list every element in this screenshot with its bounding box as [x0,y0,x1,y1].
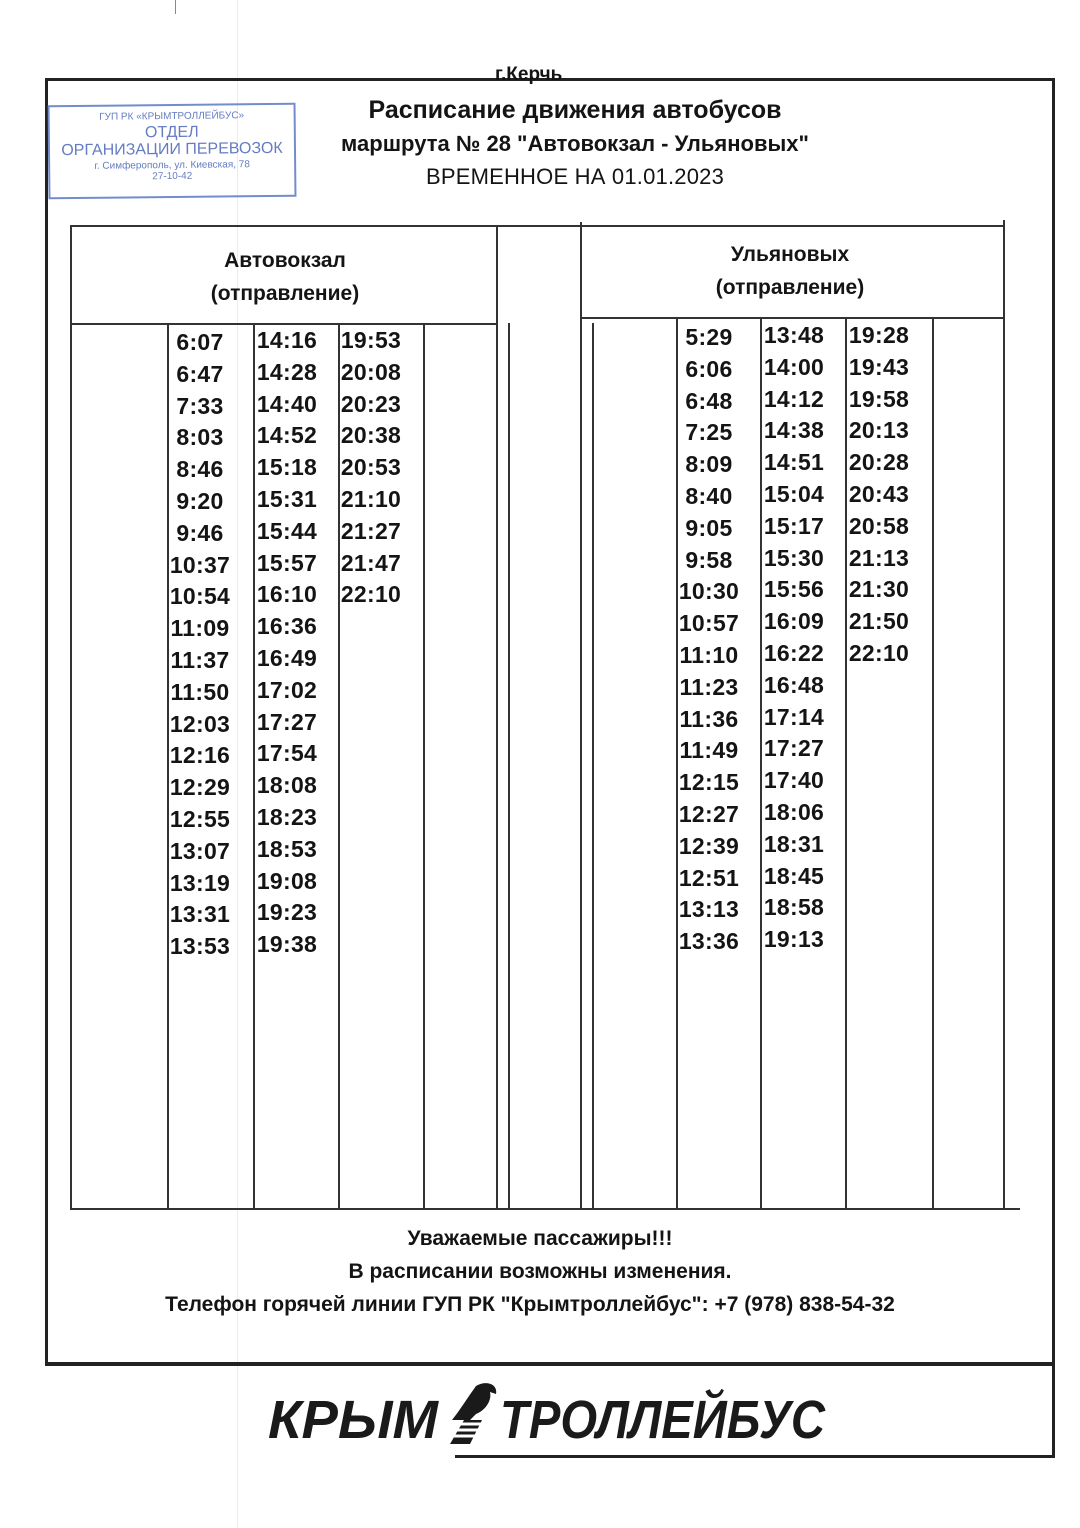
departure-time: 16:10 [256,581,318,608]
schedule-table [70,220,1020,1212]
departure-time: 19:43 [848,353,910,380]
table-top-line [70,225,1005,227]
departure-time: 17:40 [763,767,825,794]
departure-time: 11:49 [679,737,739,764]
departure-time: 19:28 [848,322,910,348]
departure-time: 10:37 [169,551,231,578]
departure-time: 21:30 [848,576,910,603]
stamp-line-3: ОРГАНИЗАЦИИ ПЕРЕВОЗОК [61,139,283,160]
departure-time: 19:38 [256,931,318,958]
departure-time: 18:58 [763,894,825,921]
right-header [645,238,935,304]
departure-time: 14:38 [763,417,825,444]
departure-time: 14:16 [256,327,318,353]
departure-time: 18:23 [256,803,318,830]
right-times-col-2 [760,320,828,956]
departure-time: 16:49 [256,644,318,671]
departure-time: 9:58 [685,546,733,573]
departure-time: 20:38 [340,422,402,449]
departure-time: 6:06 [685,355,733,382]
departure-time: 18:31 [763,830,825,857]
departure-time: 21:47 [340,549,402,576]
departure-time: 7:33 [176,392,224,419]
departure-time: 11:37 [170,646,230,673]
departure-time: 19:23 [256,899,318,926]
departure-time: 8:40 [685,482,733,509]
logo-text-krym: КРЫМ [268,1390,440,1450]
notice-changes: В расписании возможны изменения. [348,1260,732,1283]
departure-time: 15:18 [256,454,318,481]
departure-time: 11:10 [679,641,739,668]
departure-time: 8:03 [176,424,224,451]
notice-hotline: Телефон горячей линии ГУП РК "Крымтроллейбус": +7 (978) 838-54-32 [165,1293,895,1316]
departure-time: 12:51 [678,864,740,891]
departure-time: 16:09 [763,608,825,635]
departure-time: 15:17 [763,512,825,539]
passenger-notice [0,1222,1080,1321]
departure-time: 17:27 [763,735,825,762]
departure-time: 20:08 [340,358,402,385]
left-departure-label: (отправление) [210,282,360,305]
departure-time: 21:50 [848,608,910,635]
page-title: Расписание движения автобусов [368,96,782,124]
departure-time: 20:23 [340,390,402,417]
departure-time: 13:07 [169,837,231,864]
stamp-line-2: ОТДЕЛ [144,123,199,142]
eagle-emblem-icon [450,1383,496,1444]
col-line [592,323,594,1210]
departure-time: 6:47 [176,360,224,387]
table-left-line [70,225,72,1210]
left-times-col-1 [167,327,233,963]
logo-right-border [1052,1364,1055,1458]
departure-time: 19:53 [340,327,402,353]
departure-time: 11:09 [170,615,230,642]
departure-time: 9:46 [176,519,224,546]
departure-time: 11:50 [170,678,230,705]
departure-time: 15:31 [256,485,318,512]
departure-time: 15:57 [256,549,318,576]
departure-time: 6:07 [176,329,224,355]
departure-time: 5:29 [685,324,733,350]
departure-time: 14:40 [256,390,318,417]
table-bottom-line [70,1208,1020,1210]
departure-time: 14:28 [256,358,318,385]
departure-time: 14:51 [763,449,825,476]
divider-right-header [580,222,582,1210]
departure-time: 20:43 [848,480,910,507]
departure-time: 9:05 [685,514,733,541]
departure-time: 12:27 [678,800,740,827]
departure-time: 20:53 [340,454,402,481]
departure-time: 12:16 [169,742,231,769]
departure-time: 12:39 [678,832,740,859]
header-separator-right [580,317,1005,319]
departure-time: 7:25 [685,419,733,446]
departure-time: 18:53 [256,835,318,862]
right-times-col-3 [845,320,913,670]
right-stop-name: Ульяновых [730,243,850,266]
departure-time: 19:58 [848,385,910,412]
krymtrolleybus-logo [268,1380,872,1450]
table-right-line [1003,220,1005,1210]
departure-time: 21:13 [848,544,910,571]
right-departure-label: (отправление) [715,276,865,299]
departure-time: 18:06 [763,798,825,825]
route-title: маршрута № 28 "Автовокзал - Ульяновых" [341,131,809,156]
departure-time: 12:15 [678,769,740,796]
departure-time: 21:10 [340,485,402,512]
departure-time: 6:48 [685,387,733,414]
departure-time: 16:48 [763,671,825,698]
departure-time: 14:52 [256,422,318,449]
departure-time: 11:23 [679,673,739,700]
departure-time: 16:36 [256,613,318,640]
left-stop-name: Автовокзал [224,249,346,272]
departure-time: 21:27 [340,517,402,544]
departure-time: 18:45 [763,862,825,889]
divider-left-header [496,225,498,1210]
departure-time: 19:08 [256,867,318,894]
departure-time: 13:13 [678,896,740,923]
departure-time: 11:36 [679,705,739,732]
departure-time: 15:30 [763,544,825,571]
col-line [508,323,510,1210]
departure-time: 17:14 [763,703,825,730]
departure-time: 10:57 [678,610,740,637]
scan-artifact-line [175,0,176,14]
departure-time: 12:55 [169,805,231,832]
temporary-note: ВРЕМЕННОЕ НА 01.01.2023 [425,164,725,189]
departure-time: 13:53 [169,933,231,960]
departure-time: 20:58 [848,512,910,539]
left-times-col-3 [338,325,404,611]
right-times-col-1 [676,322,742,958]
stamp-line-5: 27-10-42 [152,170,193,183]
departure-time: 14:00 [763,353,825,380]
departure-time: 17:27 [256,708,318,735]
left-times-col-2 [253,325,321,961]
departure-time: 20:13 [848,417,910,444]
departure-time: 13:36 [678,928,740,955]
departure-time: 8:09 [685,451,733,478]
departure-time: 16:22 [763,639,825,666]
departure-time: 15:44 [256,517,318,544]
departure-time: 13:19 [169,869,231,896]
departure-time: 14:12 [763,385,825,412]
logo-underline [455,1455,1055,1458]
left-header [140,244,430,310]
departure-time: 9:20 [176,487,224,514]
city-text: г.Керчь [495,64,563,85]
col-line [423,323,425,1210]
departure-time: 13:31 [169,901,231,928]
departure-time: 8:46 [176,456,224,483]
departure-time: 12:03 [169,710,231,737]
departure-time: 22:10 [340,581,402,608]
departure-time: 22:10 [848,639,910,666]
departure-time: 18:08 [256,772,318,799]
departure-time: 10:30 [678,578,740,605]
stamp-line-1: ГУП РК «КРЫМТРОЛЛЕЙБУС» [99,110,245,123]
logo-text-trolleybus: ТРОЛЛЕЙБУС [500,1390,872,1450]
departure-time: 17:02 [256,676,318,703]
notice-greeting: Уважаемые пассажиры!!! [407,1227,673,1250]
col-line [932,317,934,1210]
departure-time: 19:13 [763,926,825,953]
departure-time: 17:54 [256,740,318,767]
departure-time: 15:04 [763,480,825,507]
departure-time: 13:48 [763,322,825,348]
departure-time: 10:54 [169,583,231,610]
stamp-line-4: г. Симферополь, ул. Киевская, 78 [94,159,250,172]
departure-time: 15:56 [763,576,825,603]
departure-time: 12:29 [169,774,231,801]
departure-time: 20:28 [848,449,910,476]
